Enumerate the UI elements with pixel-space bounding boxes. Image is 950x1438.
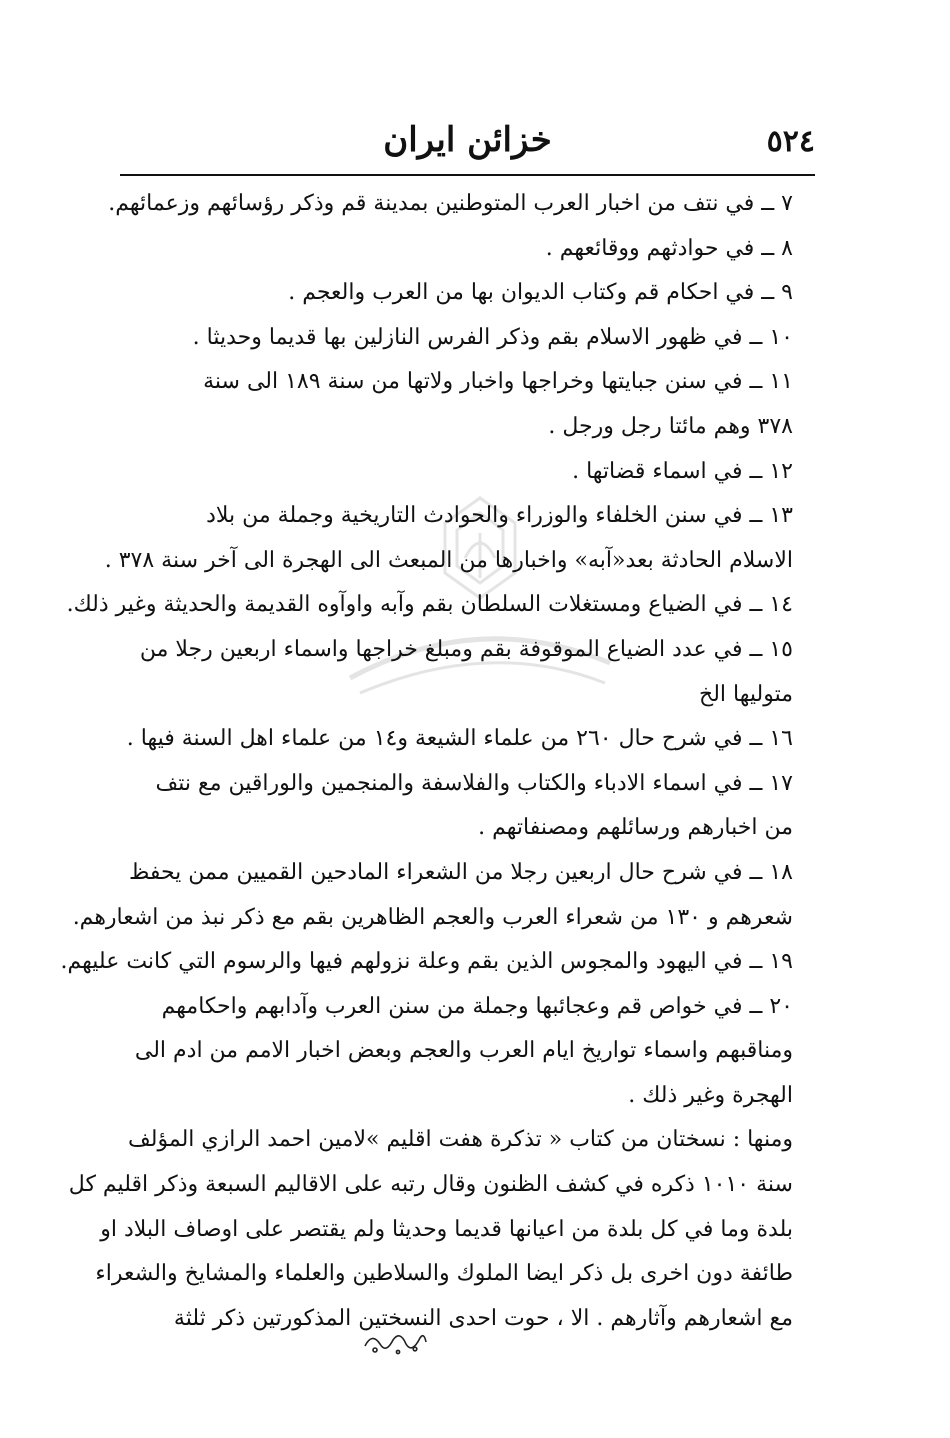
text-line: ومناقبهم واسماء تواريخ ايام العرب والعجم وبعض اخبار الامم من ادم الى: [134, 1038, 793, 1064]
text-line: ٢٠ ــ في خواص قم وعجائبها وجملة من سنن العرب وآدابهم واحكامهم: [161, 993, 793, 1019]
text-line: ٣٧٨ وهم مائتا رجل ورجل .: [548, 413, 793, 439]
header-rule: [120, 174, 815, 176]
running-title: خزائن ایران: [383, 120, 552, 160]
text-line: ومنها : نسختان من كتاب « تذكرة هفت اقليم »لامين احمد الرازي المؤلف: [128, 1127, 793, 1153]
text-line: ١٥ ــ في عدد الضياع الموقوفة بقم ومبلغ خراجها واسماء اربعين رجلا من: [139, 636, 793, 662]
text-line: ١٨ ــ في شرح حال اربعين رجلا من الشعراء المادحين القميين ممن يحفظ: [128, 859, 793, 885]
text-line: الاسلام الحادثة بعد«آبه» واخبارها من المبعث الى الهجرة الى آخر سنة ٣٧٨ .: [104, 547, 793, 573]
text-line: متوليها الخ: [699, 681, 793, 707]
text-line: ١٢ ــ في اسماء قضاتها .: [572, 458, 793, 484]
text-line: سنة ١٠١٠ ذكره في كشف الظنون وقال رتبه على الاقاليم السبعة وذكر اقليم كل: [68, 1172, 793, 1198]
text-line: بلدة وما في كل بلدة من اعيانها قديما وحديثا ولم يقتصر على اوصاف البلاد او: [100, 1216, 793, 1242]
text-line: طائفة دون اخرى بل ذكر ايضا الملوك والسلاطين والعلماء والمشايخ والشعراء: [95, 1261, 793, 1287]
page-header: [120, 118, 815, 170]
text-line: ١٠ ــ في ظهور الاسلام بقم وذكر الفرس النازلين بها قديما وحديثا .: [192, 324, 793, 350]
text-line: ١٩ ــ في اليهود والمجوس الذين بقم وعلة نزولهم فيها والرسوم التي كانت عليهم.: [60, 949, 793, 975]
text-line: ١٣ ــ في سنن الخلفاء والوزراء والحوادث التاريخية وجملة من بلاد: [206, 503, 793, 529]
text-line: مع اشعارهم وآثارهم . الا ، حوت احدى النسختين المذكورتين ذكر ثلثة: [173, 1305, 793, 1331]
text-line: ١٧ ــ في اسماء الادباء والكتاب والفلاسفة والمنجمين والوراقين مع نتف: [155, 770, 793, 796]
text-line: ١٦ ــ في شرح حال ٢٦٠ من علماء الشيعة و١٤ من علماء اهل السنة فيها .: [126, 726, 793, 752]
page-number: ٥٢٤: [766, 124, 815, 159]
text-line: ٩ ــ في احكام قم وكتاب الديوان بها من العرب والعجم .: [288, 280, 793, 306]
body-text: [60, 182, 793, 1341]
text-line: ١١ ــ في سنن جبايتها وخراجها واخبار ولاتها من سنة ١٨٩ الى سنة: [203, 369, 793, 395]
catchword-ornament-icon: [360, 1328, 430, 1356]
text-line: ٧ ــ في نتف من اخبار العرب المتوطنين بمدينة قم وذكر رؤسائهم وزعمائهم.: [108, 191, 793, 216]
text-line: ١٤ ــ في الضياع ومستغلات السلطان بقم وآبه واوآوه القديمة والحديثة وغير ذلك.: [66, 592, 793, 618]
text-line: من اخبارهم ورسائلهم ومصنفاتهم .: [478, 815, 793, 841]
text-line: شعرهم و ١٣٠ من شعراء العرب والعجم الظاهرين بقم مع ذكر نبذ من اشعارهم.: [72, 904, 793, 930]
text-line: الهجرة وغير ذلك .: [628, 1082, 793, 1108]
text-line: ٨ ــ في حوادثهم ووقائعهم .: [545, 235, 793, 261]
